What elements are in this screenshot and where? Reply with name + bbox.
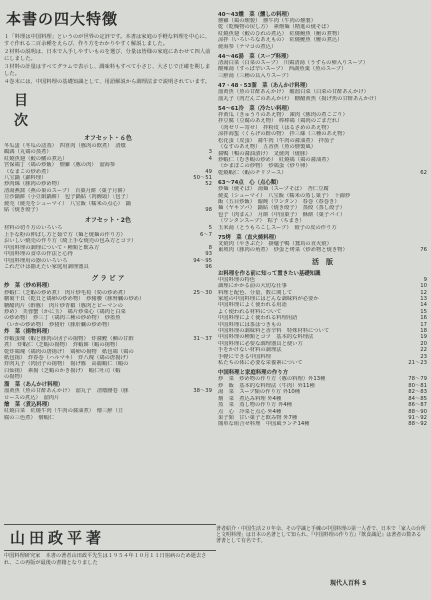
page-number: 8	[208, 244, 212, 251]
right-column	[218, 8, 427, 428]
features-title: 本書の四大特徴	[6, 10, 119, 28]
left-column	[4, 8, 212, 421]
feature-item: ３材料の計量はすべてグラムで表示し、調味料もすべて小さじ、大さじで正確を期しました。	[4, 64, 211, 77]
entry-text: 乾炸鶏塊（鶏肉の唐揚げ） 鶏卵の揚物 紙包鶏（鶏の	[4, 348, 134, 355]
entry-text: 溜丸子（肉だんごのあんかけ） 糖醋黄魚（揚げ魚の甘酢あんかけ）	[218, 95, 380, 102]
entry-text: （なまこの炒め煮）	[4, 168, 52, 175]
entry-text: の炒め物） 炒三丁（鶏肉三種の炒め物） 炒墨魚	[4, 315, 121, 322]
page-number: 15	[420, 308, 427, 315]
page-number: 84〜85	[408, 395, 427, 402]
entry-text: 材料の切り方のいろいろ	[4, 225, 63, 232]
page-number: 91〜92	[408, 414, 427, 421]
page-number: 31〜37	[193, 335, 212, 342]
gravure-header: グ ラ ビ ア	[91, 274, 125, 283]
page-number: 6〜7	[199, 231, 212, 238]
page-number: 5	[208, 225, 212, 232]
page-number: 20	[420, 340, 427, 347]
entry-text: 紅燒魚翅（鮫の鰭の煮込）	[4, 155, 68, 162]
features-list	[4, 34, 212, 86]
page-number: 88〜92	[408, 421, 427, 428]
toc-entry	[218, 96, 427, 102]
entry-text: 燻 菜（燻しの料理）	[238, 12, 293, 18]
entry-text: 簡単な組合せ料理 中国風ランチ14種	[218, 421, 310, 428]
entry-text: （いかの炒め物） 炒猪肝（豚肝臓の炒め物）	[4, 321, 113, 328]
entry-text: 叉焼肉（やきぶた） 掛爐子鴨（鵞鳥の直火焼）	[218, 240, 332, 247]
entry-text: 松花蛋（皮蛋） 醤牛肉（牛肉の醤油煮） 拌茄子	[218, 137, 335, 144]
entry-text: 燴 菜 煮込み料理 外4種	[218, 395, 282, 402]
entry-text: 中国料理の特色	[218, 276, 256, 283]
entry-text: 炸蝦蛋塊（蝦と豚肉の団子の揚物） 炸醤鰹（鯛の甘酢	[4, 335, 134, 342]
page-number: 82〜83	[408, 389, 427, 396]
entry-text: おいしい焼売の作り方（綺上手な焼売の包み方とコツ）	[4, 238, 137, 245]
entry-text: 宮保鶏丁（鶏の炒飯） 燻雞（豚の肉） 溜海参	[4, 162, 116, 169]
entry-text: 焼麦（シューマイ） 八宝飯（糯米の蒸し菓子） 十錦炒	[218, 192, 351, 199]
feature-item: １「料理は中国料理」というのが世界の定評です。本書は家庭の手軽な料理を中心に、すぐ作れる二百余種をえらび、作り方をわかりやすく解説しました。	[4, 34, 211, 47]
entry-text: 乾（乾燥物の戻し方） 素燴麺（精進の焼そば）	[218, 24, 332, 31]
entry-text: 糖裏干貝（乾貝と鶏卵の炒め物） 炒豬腰（豚腎臓の炒め）	[4, 296, 145, 303]
entry-text: 中国料理によく使われる料理用語	[218, 315, 298, 322]
entry-text: 煮） 炸蝦仁（芝蝦の揚物） 炸蝦餅（蝦の揚物）	[4, 342, 121, 349]
entry-text: 点 心 冷菜と点心 外4種	[218, 408, 282, 415]
page-number: 93	[205, 251, 212, 258]
entry-text: 点 心（点心類）	[238, 180, 282, 187]
toc-entry	[4, 374, 212, 380]
toc-entry	[218, 44, 427, 50]
page-number: 78〜79	[408, 376, 427, 383]
entry-text: 貼（焼き餃子）	[4, 207, 42, 214]
entry-text: 中国料理と家庭料理の作り方	[218, 370, 289, 377]
page-number: 9	[423, 276, 427, 283]
page-number: 52	[205, 181, 212, 188]
page-number: 19	[420, 334, 427, 341]
entry-text: 紅燒魚翅（鮫のひれの煮込） 紅燒鮑魚（鮑の煮物）	[218, 30, 343, 37]
toc-group-heading: 溜 菜（あんかけ料理）	[4, 381, 64, 388]
entry-text: 烤 菜（直火焼料理）	[225, 234, 280, 241]
page-number: 18	[420, 328, 427, 335]
offset-two-color-list	[4, 225, 212, 270]
author-name: 山田政平著	[4, 524, 216, 551]
entry-text: 湯 菜（スープ料理）	[238, 54, 292, 61]
entry-text: 中国料理の調理について・種類と飲み方	[4, 244, 100, 251]
page-number: 49	[205, 168, 212, 175]
toc-entry	[4, 415, 212, 421]
entry-text: 炒肉絲（豚肉の炒め物）	[4, 181, 63, 188]
entry-text: 清湯白菜（白菜のスープ） 川鶏清湯（うずらの卵入りスープ）	[218, 60, 369, 67]
entry-text: 玉米湯（とうもろこしスープ） 餃子の皮の作り方	[218, 224, 337, 231]
entry-text: 醤鴨（鴨の醤油漬け） 叉焼肉（焼豚）	[218, 150, 311, 157]
page-number: 40〜43	[218, 12, 239, 18]
entry-text: 湯 菜 スープ類の作り方 外10種	[218, 389, 301, 396]
entry-text: 炒麺（焼そば） 湯麺（スープそば） 杏仁豆腐	[218, 186, 329, 193]
entry-text: 炒蝦仁（むき蝦の炒め） 紅燒鶏（鶏の醤油煮）	[218, 156, 332, 163]
entry-text: 紅燒白菜 紅燒牛肉（牛肉の醤油煮） 燴三鮮（豆	[4, 408, 124, 415]
entry-text: 白仙揚） 素揚（芝蝦のかき揚げ） 蝦仁吐司（蝦	[4, 367, 121, 374]
entry-text: 拌黄瓜（きゅうりのあえ物） 凍肉（豚肉の煮こごり）	[218, 112, 348, 119]
toc-group-heading	[218, 52, 427, 60]
entry-text: の揚物）	[4, 374, 26, 381]
entry-text: 中国料理によく使われる用語	[218, 302, 287, 309]
section-header	[218, 257, 427, 267]
page-number: 16	[420, 315, 427, 322]
toc-entry	[218, 421, 427, 427]
page-number: 98	[205, 207, 212, 214]
entry-text: お料理を作る前に知って置きたい基礎知識	[218, 270, 321, 277]
page-number: 4	[208, 155, 212, 162]
entry-text: 鶴鶉（丸鶏の蒸煮）	[4, 149, 52, 156]
entry-text: 蒸 菜 蒸し物の作り方 外4種	[218, 402, 292, 409]
page-number: 44〜46	[218, 54, 239, 61]
offset-six-color-header: オフセット・６色	[84, 135, 132, 142]
toc-entry	[218, 225, 427, 231]
entry-text: （肉ゼリー寄せ） 拌粉皮（はるさめのあえ物）	[218, 124, 332, 131]
entry-text: 料理と配色、分量、数に関して	[218, 289, 293, 296]
toc-group-heading	[218, 233, 427, 241]
page-number: 21〜23	[408, 360, 427, 367]
page-number: 50〜51	[193, 175, 212, 182]
entry-text: よく使われる材料について	[218, 308, 282, 315]
series-label: 現代人百科 5	[330, 580, 367, 587]
entry-text: 紙包揚） 炸春巻（ハルマキ） 炸八塊（鶏の唐揚げ）	[4, 354, 132, 361]
entry-text: 炒 菜 炒め物の作り方（豚の料理）外13種	[218, 376, 326, 383]
toc-group-heading	[218, 10, 427, 18]
entry-text: 焼海参（ナマコの煮込）	[218, 43, 277, 50]
entry-text: 炒め） 芙蓉蟹（かに玉） 鶏片炒菜心（鶏肉と白菜	[4, 309, 126, 316]
toc-entry	[4, 264, 212, 270]
entry-text: 溜黄魚（魚の甘酢あんかけ） 溜丸子 清燉腰卷（豚	[4, 388, 129, 395]
entry-text: 冷 菜（冷たい料理）	[238, 106, 293, 113]
entry-text: 調理にかかる前の大切な仕事	[218, 283, 287, 290]
entry-text: （なすのあえ物） 五香魚（魚の燻製風）	[218, 144, 316, 151]
entry-text: 中国料理の調味料と香辛料 特殊材料について	[218, 328, 330, 335]
entry-text: 中国料理に必要な調理器具と使い方	[218, 340, 303, 347]
entry-text: 活 版	[312, 257, 333, 266]
toc-title: 目 次	[14, 93, 88, 129]
entry-text: 涼拌（いろいろなあえもの） 紅燒鯉魚（鯉の煮込）	[218, 37, 343, 44]
entry-text: （ワンタンスープ） 粽子（ちまき）	[218, 218, 305, 225]
page-number: 38〜39	[193, 388, 212, 395]
entry-text: 家庭の中国料理にはどんな調味料が必要か	[218, 296, 319, 302]
entry-text: 糖醋肉片（酢豚） 肉片炒青椒（豚肉とピーマンの	[4, 302, 123, 309]
toc-group-heading	[218, 269, 427, 277]
toc-entry	[218, 360, 427, 366]
author-box	[4, 524, 216, 566]
entry-text: 中国料理用の器のいろいろ	[4, 257, 68, 264]
toc-group-heading	[218, 104, 427, 112]
entry-text: 中国料理の食卓の作法と心得	[4, 251, 73, 258]
page-number: 12	[420, 289, 427, 296]
page-number: 47・48・53	[218, 83, 252, 90]
page-number: 63〜74	[218, 180, 239, 187]
gravure-list	[4, 283, 212, 421]
entry-text: 上手な粉の伸ばし方と茹で方（麺と焼麺の作り方）	[4, 231, 126, 238]
page-number: 14	[420, 302, 427, 309]
page-number: 54〜61	[218, 106, 239, 113]
entry-text: 手をかけない材料の調理法	[218, 347, 282, 354]
entry-text: 焼売（焼売をシューマイ） 八宝飯（糯米の点心） 鍋	[4, 200, 131, 207]
page-number: 76	[420, 247, 427, 254]
entry-text: 酸辣湯（すっぱ辛いスープ） 西湖魚羹（魚のスープ）	[218, 66, 347, 73]
entry-text: 炒蝦仁（芝蝦の炒め煮） 肉片炒毛筍（筍の炒め煮）	[4, 289, 129, 296]
toc-entry	[4, 207, 212, 213]
entry-text: 涼拌海蜇（くらげの酢の物） 拌三絲（三種のあえ物）	[218, 131, 348, 138]
entry-text: 三鮮湯（三種の具入りスープ）	[218, 72, 292, 79]
author-bio: 著者紹介・中国生活２０年余、その学識と手練の中国料理の第一人者で、日本で「家人の台所と文明料理」は日本の名著として知られ、『中国料理の作り方』『飲食識記』は著者の数ある著書として有名です。	[216, 526, 426, 545]
entry-text: 東坡肉（豚肉の角煮） 炒蛋と烤菜（炒め物と焼き物）	[218, 247, 348, 254]
page-number: 86〜87	[408, 402, 427, 409]
entry-text: 麺（ヤキソバ） 鍋貼（焼き餃子） 蒸餃（蒸し餃子）	[218, 205, 346, 212]
entry-text: 中国料理には茶はつきもの	[218, 321, 282, 328]
page-number: 25〜30	[193, 289, 212, 296]
entry-text: 八宝鍋（錦料理）	[4, 175, 47, 182]
author-note: 中国料理研究家 本書の著者山田政平先生は１９５４年１０月１１日宿病のため逝去され、この再版が最後の書籍となりました	[4, 553, 207, 566]
entry-text: 手軽にできる中国料理	[218, 353, 271, 360]
page-number: 3	[208, 149, 212, 156]
entry-text: 溜 菜（あんかけ料理）	[251, 83, 311, 90]
entry-text: 溜黄魚（魚の甘酢あんかけ） 醋溜白菜（白菜の甘酢あんかけ）	[218, 89, 369, 96]
entry-text: 炒 飯 基本的な料理法（牛肉）外11種	[218, 382, 315, 389]
toc-group-heading: 炸 菜（揚物料理）	[4, 329, 53, 336]
page-number: 94〜95	[193, 257, 212, 264]
entry-text: （かまぼこの炒物） 炒鶏蛋（炒り卵）	[218, 163, 311, 170]
entry-text: 乾燒蝦仁（蝦のチリソース）	[218, 169, 287, 176]
entry-text: 私たちの体に必要な栄養素について	[218, 360, 303, 367]
toc-group-heading	[218, 178, 427, 186]
entry-text: これだけは揃えたい家庭用調理器具	[4, 263, 89, 270]
entry-text: 冬瓜盅（冬瓜の詰蒸） 四喜肉（豚肉の飲煮） 清燉	[4, 143, 126, 149]
page-number: 17	[420, 321, 427, 328]
entry-text: 腐の三色煮） 燴蝦仁	[4, 414, 55, 421]
entry-text: 燻雞（鶏の燻製） 燻牛肉（牛肉の燻製）	[218, 18, 316, 24]
entry-text: 果子類 甘い菓子と飲み物 外7種	[218, 414, 298, 421]
entry-text: 豆沙鍋餅（小豆餡鍋餅） 包子鍋貼（肉饅頭）〔包子〕	[4, 194, 132, 201]
entry-text: ロースの煮込） 溜肉片	[4, 394, 60, 401]
entry-text: 飯（五目炒飯） 餛飩（ワンタン） 春巻（春巻き）	[218, 198, 340, 205]
entry-text: 炸肉丸子（肉団子の揚物） 揚げ豚 高麗蝦仁（蝦の	[4, 361, 129, 368]
offset-two-color-header: オフセット・2色	[85, 217, 131, 225]
page-number: 75	[218, 234, 226, 241]
toc-group-heading	[218, 368, 427, 376]
toc-entry	[4, 322, 212, 328]
page-number: 23	[420, 353, 427, 360]
feature-item: ２材料の説明は、日本で入手しやすいものを選び、分量は皆様の家庭にあわせて四人前にしました。	[4, 49, 211, 62]
right-toc-list	[218, 10, 427, 428]
toc-group-heading	[218, 81, 427, 89]
toc-entry	[4, 395, 212, 401]
toc-entry	[218, 73, 427, 79]
entry-text: 清湯燕窩（燕の巣のスープ） 百菓月餅（菓子月餅）	[4, 187, 128, 194]
toc-group-heading: 炒 菜（炒め料理）	[4, 283, 53, 290]
page-number: 13	[420, 296, 427, 302]
page-number: 96	[205, 263, 212, 270]
page-number: 80〜81	[408, 382, 427, 389]
entry-text: 拌豆腐（豆腐のあえ物） 棒棒鶏（鶏肉のごまだれ）	[218, 118, 343, 125]
entry-text: 包子（肉まん） 月餅（中国菓子） 酥餅（菓子パイ）	[218, 211, 346, 218]
toc-group-heading: 燴 菜（煮込料理）	[4, 401, 53, 408]
entry-text: 中国料理の種類とコツ 基本的な料理法	[218, 334, 314, 341]
page-number: 22	[420, 347, 427, 354]
toc-entry	[218, 170, 427, 176]
feature-item: ４巻末には、中国料理の基礎知識として、用語解説から調理法まで説明されています。	[4, 79, 211, 85]
toc-entry	[218, 247, 427, 253]
offset-six-color-list	[4, 143, 212, 213]
page-number: 62	[420, 169, 427, 176]
page-number: 88〜90	[408, 408, 427, 415]
page-number: 10	[420, 283, 427, 290]
